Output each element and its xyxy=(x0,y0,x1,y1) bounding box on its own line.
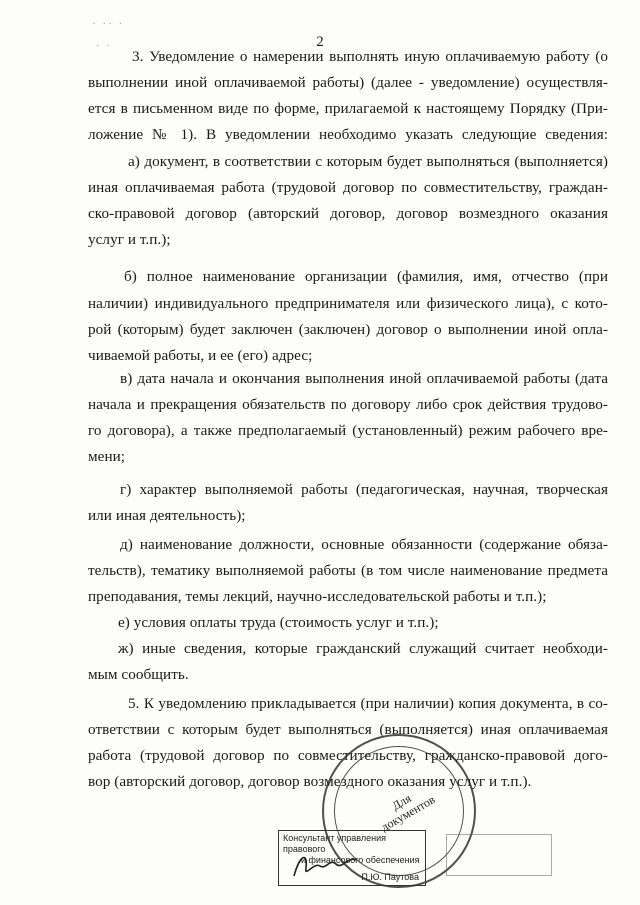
text-line: ложение № 1). В уведомлении необходимо указать следующие сведения: xyxy=(88,126,608,143)
text-line: г) характер выполняемой работы (педагогическая, научная, творческая xyxy=(120,481,608,498)
text-line: в) дата начала и окончания выполнения иной оплачиваемой работы (дата xyxy=(120,370,608,387)
text-line: мым сообщить. xyxy=(88,666,189,683)
text-line: го договора), а также предполагаемый (установленный) режим рабочего вре- xyxy=(88,422,608,439)
approval-line: и финансового обеспечения xyxy=(301,855,420,865)
seal-center-text: Для документов xyxy=(378,790,438,835)
text-line: мени; xyxy=(88,448,126,465)
text-line: начала и прекращения обязательств по договору либо срок действия трудово- xyxy=(88,396,608,413)
text-line: вор (авторский договор, договор возмездного оказания услуг и т.п.). xyxy=(88,773,532,790)
text-line: а) документ, в соответствии с которым будет выполняться (выполняется) xyxy=(128,153,608,170)
scan-smudge: · ·· · xyxy=(92,18,125,30)
text-line: иная оплачиваемая работа (трудовой договор по совместительству, граждан- xyxy=(88,179,608,196)
approval-line: Консультант управления правового xyxy=(283,833,386,854)
text-line: или иная деятельность); xyxy=(88,507,246,524)
text-line: 5. К уведомлению прикладывается (при наличии) копия документа, в со- xyxy=(128,695,608,712)
text-line: работа (трудовой договор по совместительству, гражданско-правовой дого- xyxy=(88,747,608,764)
text-line: чиваемой работы, и ее (его) адрес; xyxy=(88,347,313,364)
text-line: наличии) индивидуального предпринимателя или физического лица), с кото- xyxy=(88,295,608,312)
text-line: тельств), тематику выполняемой работы (в том числе наименование предмета xyxy=(88,562,608,579)
text-line: 3. Уведомление о намерении выполнять иную оплачиваемую работу (о xyxy=(132,48,608,65)
handwritten-signature xyxy=(290,848,360,884)
text-line: ско-правовой договор (авторский договор, договор возмездного оказания xyxy=(88,205,608,222)
faded-stamp xyxy=(446,834,552,876)
text-line: услуг и т.п.); xyxy=(88,231,171,248)
text-line: д) наименование должности, основные обязанности (содержание обяза- xyxy=(120,536,608,553)
text-line: ж) иные сведения, которые гражданский служащий считает необходи- xyxy=(118,640,608,657)
text-line: ответствии с которым будет выполняться (выполняется) иная оплачиваемая xyxy=(88,721,608,738)
text-line: е) условия оплаты труда (стоимость услуг и т.п.); xyxy=(118,614,439,631)
approval-name: П.Ю. Паутова xyxy=(361,872,419,882)
text-line: ется в письменном виде по форме, прилагаемой к настоящему Порядку (При- xyxy=(88,100,608,117)
text-line: преподавания, темы лекций, научно-исследовательской работы и т.п.); xyxy=(88,588,547,605)
text-line: выполнении иной оплачиваемой работы) (далее - уведомление) осуществля- xyxy=(88,74,608,91)
scan-smudge: · · xyxy=(96,40,113,52)
page-number: 2 xyxy=(316,34,324,50)
text-line: б) полное наименование организации (фамилия, имя, отчество (при xyxy=(124,268,608,285)
text-line: рой (которым) будет заключен (заключен) договор о выполнении иной опла- xyxy=(88,321,608,338)
